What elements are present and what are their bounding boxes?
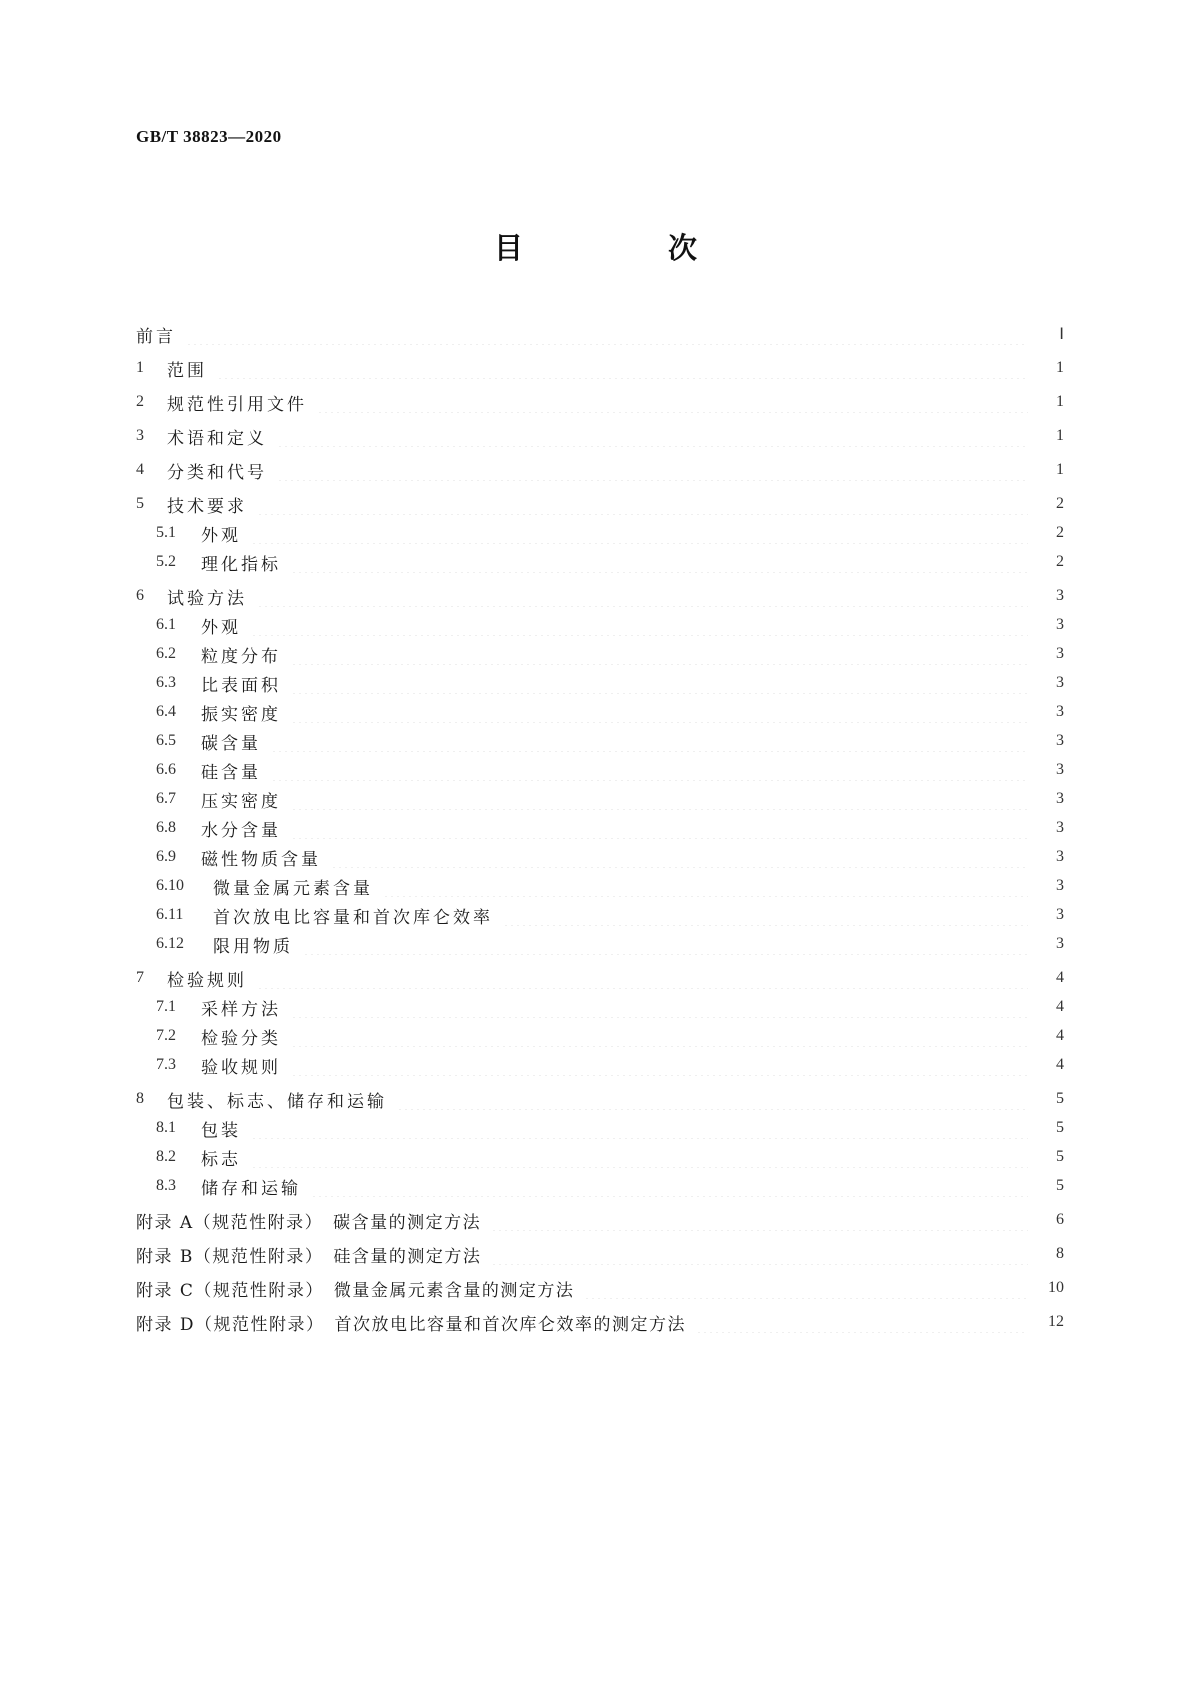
dot-leader bbox=[291, 701, 1028, 723]
standard-code: GB/T 38823—2020 bbox=[136, 127, 282, 146]
toc-entry-6-1[interactable] bbox=[156, 614, 1064, 636]
toc-entry-page: 3 bbox=[1056, 703, 1064, 720]
toc-entry-2[interactable] bbox=[136, 391, 1064, 413]
toc-entry-number: 6.11 bbox=[156, 906, 184, 923]
toc-entry-annex-c[interactable] bbox=[136, 1277, 1064, 1299]
dot-leader bbox=[291, 1025, 1028, 1047]
dot-leader bbox=[291, 996, 1028, 1018]
toc-entry-text: 范围 bbox=[167, 360, 207, 381]
toc-entry-page: 1 bbox=[1056, 359, 1064, 376]
toc-entry-text: 包装 bbox=[201, 1120, 241, 1141]
toc-entry-page: 2 bbox=[1056, 553, 1064, 570]
toc-entry-6-11[interactable] bbox=[156, 904, 1064, 926]
toc-entry-page: 6 bbox=[1056, 1211, 1064, 1228]
toc-title: 目 次 bbox=[493, 231, 755, 265]
toc-entry-5-2[interactable] bbox=[156, 551, 1064, 573]
dot-leader bbox=[257, 967, 1028, 989]
toc-entry-page: 2 bbox=[1056, 524, 1064, 541]
toc-entry-number: 6.8 bbox=[156, 819, 176, 836]
toc-entry-text: 限用物质 bbox=[213, 936, 293, 957]
toc-entry-text: 外观 bbox=[201, 617, 241, 638]
toc-entry-8[interactable] bbox=[136, 1088, 1064, 1110]
toc-entry-number: 4 bbox=[136, 461, 144, 478]
toc-entry-text: 水分含量 bbox=[201, 820, 281, 841]
toc-entry-7-3[interactable] bbox=[156, 1054, 1064, 1076]
dot-leader bbox=[277, 425, 1028, 447]
toc-entry-page: 8 bbox=[1056, 1245, 1064, 1262]
toc-entry-number: 8.3 bbox=[156, 1177, 176, 1194]
toc-entry-page: 3 bbox=[1056, 877, 1064, 894]
toc-entry-number: 6 bbox=[136, 587, 144, 604]
toc-entry-number: 6.3 bbox=[156, 674, 176, 691]
toc-entry-number: 1 bbox=[136, 359, 144, 376]
toc-entry-page: 1 bbox=[1056, 427, 1064, 444]
toc-entry-6-5[interactable] bbox=[156, 730, 1064, 752]
toc-entry-text: 压实密度 bbox=[201, 791, 281, 812]
dot-leader bbox=[257, 493, 1028, 515]
dot-leader bbox=[491, 1243, 1028, 1265]
dot-leader bbox=[291, 551, 1028, 573]
dot-leader bbox=[696, 1311, 1028, 1333]
toc-entry-number: 8 bbox=[136, 1090, 144, 1107]
toc-entry-page: 3 bbox=[1056, 761, 1064, 778]
toc-entry-text: 首次放电比容量和首次库仑效率 bbox=[213, 907, 493, 928]
toc-entry-page: 4 bbox=[1056, 1056, 1064, 1073]
toc-entry-text: 碳含量 bbox=[201, 733, 261, 754]
toc-entry-6-12[interactable] bbox=[156, 933, 1064, 955]
toc-entry-page: 3 bbox=[1056, 935, 1064, 952]
dot-leader bbox=[397, 1088, 1028, 1110]
toc-entry-3[interactable] bbox=[136, 425, 1064, 447]
toc-entry-page: 3 bbox=[1056, 732, 1064, 749]
toc-entry-number: 6.4 bbox=[156, 703, 176, 720]
toc-entry-5-1[interactable] bbox=[156, 522, 1064, 544]
toc-entry-page: 4 bbox=[1056, 998, 1064, 1015]
toc-entry-8-2[interactable] bbox=[156, 1146, 1064, 1168]
toc-entry-text: 附录 D（规范性附录） 首次放电比容量和首次库仑效率的测定方法 bbox=[136, 1314, 687, 1335]
toc-entry-text: 振实密度 bbox=[201, 704, 281, 725]
toc-entry-text: 分类和代号 bbox=[167, 462, 267, 483]
toc-entry-page: 3 bbox=[1056, 819, 1064, 836]
toc-entry-number: 5.2 bbox=[156, 553, 176, 570]
dot-leader bbox=[503, 904, 1028, 926]
toc-entry-page: 5 bbox=[1056, 1090, 1064, 1107]
toc-entry-number: 6.7 bbox=[156, 790, 176, 807]
toc-entry-6-4[interactable] bbox=[156, 701, 1064, 723]
toc-entry-number: 2 bbox=[136, 393, 144, 410]
dot-leader bbox=[291, 788, 1028, 810]
toc-entry-page: 3 bbox=[1056, 906, 1064, 923]
toc-entry-page: 3 bbox=[1056, 616, 1064, 633]
dot-leader bbox=[291, 817, 1028, 839]
toc-entry-6-10[interactable] bbox=[156, 875, 1064, 897]
toc-entry-number: 6.2 bbox=[156, 645, 176, 662]
toc-entry-page: 12 bbox=[1048, 1313, 1064, 1330]
toc-entry-number: 5.1 bbox=[156, 524, 176, 541]
toc-entry-foreword[interactable] bbox=[136, 323, 1064, 345]
toc-entry-page: Ⅰ bbox=[1059, 326, 1064, 343]
toc-entry-number: 7.1 bbox=[156, 998, 176, 1015]
toc-entry-number: 7.2 bbox=[156, 1027, 176, 1044]
toc-entry-number: 6.10 bbox=[156, 877, 184, 894]
toc-entry-page: 5 bbox=[1056, 1148, 1064, 1165]
dot-leader bbox=[383, 875, 1028, 897]
toc-entry-text: 粒度分布 bbox=[201, 646, 281, 667]
dot-leader bbox=[311, 1175, 1028, 1197]
toc-entry-page: 4 bbox=[1056, 969, 1064, 986]
toc-entry-text: 比表面积 bbox=[201, 675, 281, 696]
toc-entry-6-8[interactable] bbox=[156, 817, 1064, 839]
toc-entry-text: 附录 B（规范性附录） 硅含量的测定方法 bbox=[136, 1246, 482, 1267]
toc-entry-4[interactable] bbox=[136, 459, 1064, 481]
toc-entry-annex-d[interactable] bbox=[136, 1311, 1064, 1333]
toc-entry-page: 4 bbox=[1056, 1027, 1064, 1044]
toc-entry-6-7[interactable] bbox=[156, 788, 1064, 810]
dot-leader bbox=[317, 391, 1028, 413]
toc-entry-page: 3 bbox=[1056, 790, 1064, 807]
toc-entry-page: 1 bbox=[1056, 393, 1064, 410]
toc-entry-number: 3 bbox=[136, 427, 144, 444]
toc-entry-number: 7 bbox=[136, 969, 144, 986]
toc-entry-text: 储存和运输 bbox=[201, 1178, 301, 1199]
dot-leader bbox=[331, 846, 1028, 868]
toc-entry-text: 试验方法 bbox=[167, 588, 247, 609]
toc-entry-page: 3 bbox=[1056, 848, 1064, 865]
toc-entry-text: 附录 C（规范性附录） 微量金属元素含量的测定方法 bbox=[136, 1280, 575, 1301]
toc-entry-text: 理化指标 bbox=[201, 554, 281, 575]
toc-entry-number: 8.1 bbox=[156, 1119, 176, 1136]
toc-entry-6-9[interactable] bbox=[156, 846, 1064, 868]
toc-entry-annex-a[interactable] bbox=[136, 1209, 1064, 1231]
toc-entry-6-3[interactable] bbox=[156, 672, 1064, 694]
toc-entry-page: 3 bbox=[1056, 587, 1064, 604]
toc-entry-6[interactable] bbox=[136, 585, 1064, 607]
toc-entry-annex-b[interactable] bbox=[136, 1243, 1064, 1265]
toc-entry-page: 3 bbox=[1056, 645, 1064, 662]
dot-leader bbox=[584, 1277, 1028, 1299]
dot-leader bbox=[303, 933, 1028, 955]
toc-entry-8-1[interactable] bbox=[156, 1117, 1064, 1139]
dot-leader bbox=[186, 323, 1028, 345]
toc-entry-text: 前言 bbox=[136, 326, 176, 347]
toc-entry-text: 术语和定义 bbox=[167, 428, 267, 449]
toc-entry-text: 磁性物质含量 bbox=[201, 849, 321, 870]
toc-entry-text: 附录 A（规范性附录） 碳含量的测定方法 bbox=[136, 1212, 482, 1233]
toc-entry-text: 采样方法 bbox=[201, 999, 281, 1020]
toc-entry-page: 10 bbox=[1048, 1279, 1064, 1296]
dot-leader bbox=[257, 585, 1028, 607]
toc-entry-page: 5 bbox=[1056, 1119, 1064, 1136]
dot-leader bbox=[291, 1054, 1028, 1076]
toc-entry-number: 5 bbox=[136, 495, 144, 512]
toc-entry-page: 1 bbox=[1056, 461, 1064, 478]
toc-entry-text: 规范性引用文件 bbox=[167, 394, 307, 415]
dot-leader bbox=[491, 1209, 1028, 1231]
toc-entry-page: 3 bbox=[1056, 674, 1064, 691]
dot-leader bbox=[251, 1117, 1028, 1139]
toc-entry-page: 5 bbox=[1056, 1177, 1064, 1194]
toc-entry-text: 硅含量 bbox=[201, 762, 261, 783]
dot-leader bbox=[217, 357, 1028, 379]
toc-entry-number: 6.12 bbox=[156, 935, 184, 952]
toc-entry-6-6[interactable] bbox=[156, 759, 1064, 781]
dot-leader bbox=[291, 643, 1028, 665]
toc-entry-number: 6.1 bbox=[156, 616, 176, 633]
toc-entry-5[interactable] bbox=[136, 493, 1064, 515]
toc-entry-7[interactable] bbox=[136, 967, 1064, 989]
dot-leader bbox=[251, 614, 1028, 636]
dot-leader bbox=[271, 730, 1028, 752]
dot-leader bbox=[251, 1146, 1028, 1168]
dot-leader bbox=[251, 522, 1028, 544]
toc-entry-text: 检验规则 bbox=[167, 970, 247, 991]
toc-entry-text: 标志 bbox=[201, 1149, 241, 1170]
toc-entry-text: 外观 bbox=[201, 525, 241, 546]
toc-entry-number: 6.6 bbox=[156, 761, 176, 778]
toc-entry-7-2[interactable] bbox=[156, 1025, 1064, 1047]
toc-entry-8-3[interactable] bbox=[156, 1175, 1064, 1197]
toc-entry-number: 8.2 bbox=[156, 1148, 176, 1165]
toc-entry-7-1[interactable] bbox=[156, 996, 1064, 1018]
toc-entry-number: 7.3 bbox=[156, 1056, 176, 1073]
toc-entry-number: 6.5 bbox=[156, 732, 176, 749]
toc-entry-1[interactable] bbox=[136, 357, 1064, 379]
toc-entry-text: 微量金属元素含量 bbox=[213, 878, 373, 899]
dot-leader bbox=[291, 672, 1028, 694]
toc-entry-text: 技术要求 bbox=[167, 496, 247, 517]
toc-entry-number: 6.9 bbox=[156, 848, 176, 865]
toc-entry-text: 验收规则 bbox=[201, 1057, 281, 1078]
toc-entry-text: 包装、标志、储存和运输 bbox=[167, 1091, 387, 1112]
toc-entry-6-2[interactable] bbox=[156, 643, 1064, 665]
toc-entry-text: 检验分类 bbox=[201, 1028, 281, 1049]
toc-entry-page: 2 bbox=[1056, 495, 1064, 512]
dot-leader bbox=[271, 759, 1028, 781]
dot-leader bbox=[277, 459, 1028, 481]
